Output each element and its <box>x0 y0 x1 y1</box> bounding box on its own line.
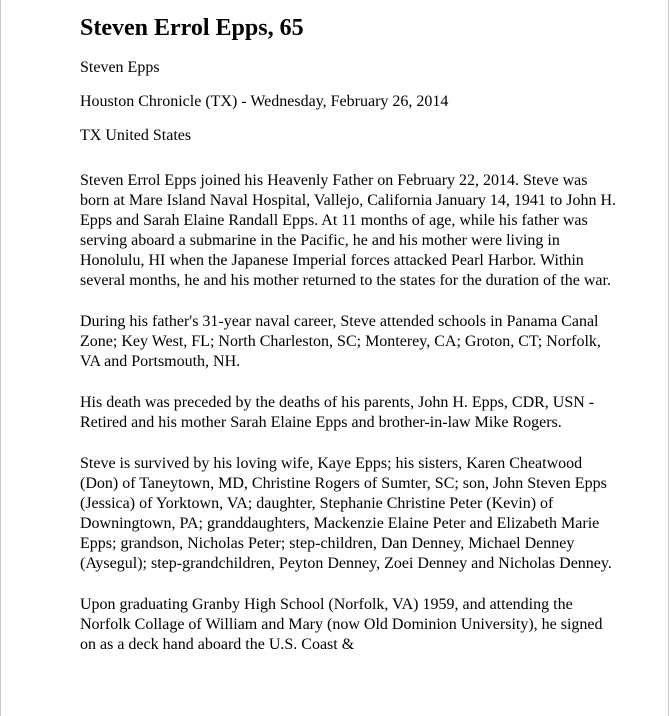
deceased-name: Steven Epps <box>80 59 160 76</box>
obituary-paragraph-birth: Steven Errol Epps joined his Heavenly Father on February 22, 2014. Steve was born at Mare Island Naval Hospital, Vallejo, California January 14, 1941 to John H. Epps and Sarah Elaine Randall Epps. At 11 months of age, while his father was serving aboard a submarine in the Pacific, he and his mother were living in Honolulu, HI when the Japanese Imperial forces attacked Pearl Harbor. Within several months, he and his mother returned to the states for the duration of the war. <box>80 172 617 289</box>
obituary-title: Steven Errol Epps, 65 <box>80 15 304 41</box>
obituary-paragraph-preceded: His death was preceded by the deaths of his parents, John H. Epps, CDR, USN - Retired and his mother Sarah Elaine Epps and brother-in-law Mike Rogers. <box>80 394 595 431</box>
obituary-paragraph-survived: Steve is survived by his loving wife, Kaye Epps; his sisters, Karen Cheatwood (Don) of Taneytown, MD, Christine Rogers of Sumter, SC; son, John Steven Epps (Jessica) of Yorktown, VA; daughter, Stephanie Christine Peter (Kevin) of Downingtown, PA; granddaughters, Mackenzie Elaine Peter and Elizabeth Marie Epps; grandson, Nicholas Peter; step-children, Dan Denney, Michael Denney (Aysegul); step-grandchildren, Peyton Denney, Zoei Denney and Nicholas Denney. <box>80 455 612 572</box>
obituary-article <box>80 12 620 655</box>
publication-source: Houston Chronicle (TX) - Wednesday, February 26, 2014 <box>80 93 449 110</box>
obituary-paragraph-education: Upon graduating Granby High School (Norfolk, VA) 1959, and attending the Norfolk Collage of William and Mary (now Old Dominion University), he signed on as a deck hand aboard the U.S. Coast & <box>80 596 603 653</box>
obituary-paragraph-schools: During his father's 31-year naval career, Steve attended schools in Panama Canal Zone; Key West, FL; North Charleston, SC; Monterey, CA; Groton, CT; Norfolk, VA and Portsmouth, NH. <box>80 313 601 370</box>
location: TX United States <box>80 127 192 144</box>
